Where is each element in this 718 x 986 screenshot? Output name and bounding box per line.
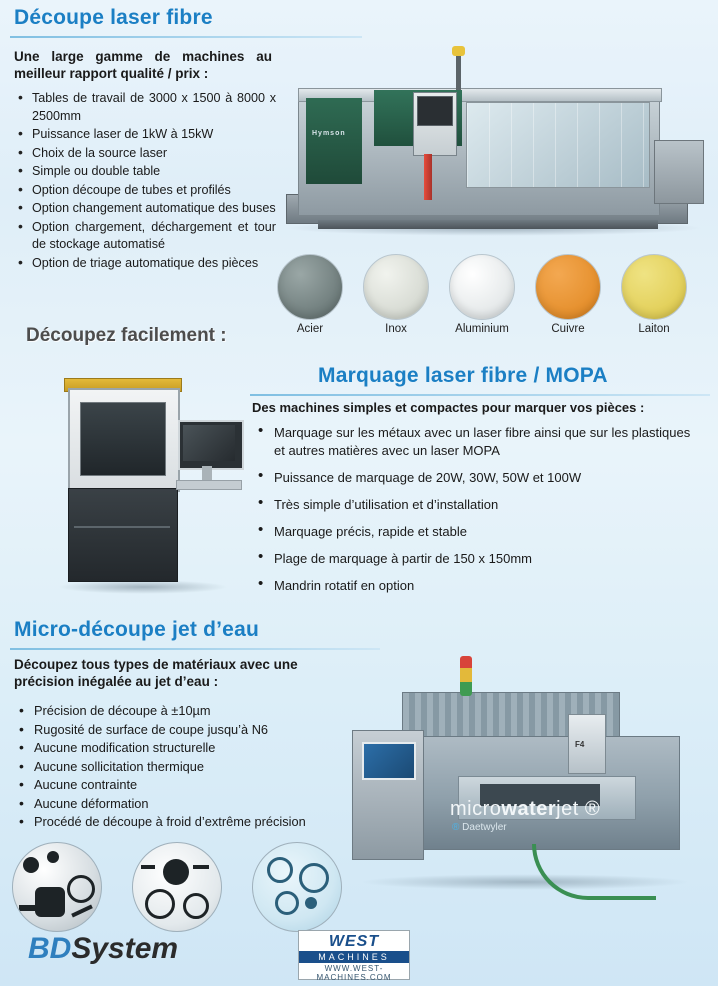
sample-shape [299,863,329,893]
material-disc-acier [277,254,343,320]
marking-machine-base [68,488,178,582]
machine-signal-pole [456,52,461,90]
waterjet-hose [532,844,656,900]
material-disc-aluminium [449,254,515,320]
list-item: • Choix de la source laser [14,145,276,163]
section-title-marking: Marquage laser fibre / MOPA [318,364,608,387]
waterjet-logo-part1: micro [450,798,502,820]
material-swatch [272,254,348,335]
machine-control-arm [424,154,432,200]
list-item: • Option changement automatique des buses [14,200,276,218]
partner-logo-line1: WEST [328,933,380,950]
list-item: • Marquage sur les métaux avec un laser fibre ainsi que sur les plastiques et autres matières avec un laser MOPA [252,424,704,460]
waterjet-bullet-list [14,702,364,832]
marking-machine-base-seam [74,526,170,528]
list-item: • Option découpe de tubes et profilés [14,182,276,200]
waterjet-intro: Découpez tous types de matériaux avec une précision inégalée au jet d’eau : [14,657,298,689]
waterjet-sub-mark: ® [452,822,460,833]
waterjet-logo-part3: jet [556,798,579,820]
waterjet-machine-image [340,648,710,908]
section-divider-marking [250,394,710,396]
machine-signal-light [452,46,465,56]
marking-machine-monitor-screen [183,425,235,461]
material-label: Acier [296,323,324,335]
sample-shape [267,857,293,883]
list-item: • Rugosité de surface de coupe jusqu’à N6 [14,721,364,740]
material-label: Laiton [638,323,670,335]
marking-intro: Des machines simples et compactes pour marquer vos pièces : [252,400,645,415]
sample-shape [163,859,189,885]
waterjet-sub-name: Daetwyler [462,822,507,833]
list-item: • Précision de découpe à ±10µm [14,702,364,721]
waterjet-logo-registered: ® [584,798,601,820]
list-item: • Plage de marquage à partir de 150 x 150mm [252,550,704,568]
waterjet-cutting-head [568,714,606,774]
list-item: • Très simple d’utilisation et d’installation [252,496,704,514]
materials-swatch-row [272,254,708,352]
list-item: • Option de triage automatique des pièces [14,255,276,273]
list-item: • Puissance de marquage de 20W, 30W, 50W et 100W [252,469,704,487]
cut-sample-disc-1 [12,842,102,932]
sample-shape [141,865,155,869]
section-divider-waterjet [10,648,380,650]
section-divider-laser-cutting [10,36,362,38]
laser-cutting-machine-image [278,44,708,256]
waterjet-brand-sub [452,822,507,833]
machine-control-screen [417,96,453,126]
list-item: • Aucune modification structurelle [14,739,364,758]
sample-shape [19,905,37,911]
list-item: • Simple ou double table [14,163,276,181]
sample-shape [193,865,209,869]
list-item: • Tables de travail de 3000 x 1500 à 8000 x 2500mm [14,90,276,125]
material-disc-laiton [621,254,687,320]
marking-bullet-list [252,424,704,604]
list-item: • Aucune contrainte [14,776,364,795]
laser-cutting-intro: Une large gamme de machines au meilleur rapport qualité / prix : [14,49,272,81]
list-item: • Procédé de découpe à froid d’extrême précision [14,813,364,832]
material-swatch [530,254,606,335]
sample-shape [35,887,65,917]
list-item: • Mandrin rotatif en option [252,577,704,595]
cut-sample-disc-2 [132,842,222,932]
company-logo [28,932,178,966]
marking-machine-window [80,402,166,476]
marking-machine-keyboard [176,480,242,490]
marking-machine-image [40,368,255,598]
partner-logo-line3: WWW.WEST-MACHINES.COM [316,964,392,982]
sample-shape [23,857,39,873]
section-title-waterjet: Micro-découpe jet d’eau [14,618,259,641]
waterjet-brand-logo [450,798,650,821]
waterjet-logo-part2: water [501,798,557,820]
list-item: • Marquage précis, rapide et stable [252,523,704,541]
material-label: Inox [385,323,407,335]
waterjet-control-screen [362,742,416,780]
cut-sample-disc-3 [252,842,342,932]
material-swatch [444,254,520,335]
material-disc-inox [363,254,429,320]
list-item: • Option chargement, déchargement et tour de stockage automatisé [14,219,276,254]
sample-shape [67,875,95,903]
material-swatch [616,254,692,335]
machine-shadow [58,580,228,594]
material-label: Aluminium [455,323,509,335]
machine-right-rail [654,140,704,204]
material-swatch [358,254,434,335]
list-item: • Aucune sollicitation thermique [14,758,364,777]
laser-cutting-bullet-list [14,90,276,273]
company-logo-prefix: BD [28,932,72,965]
sample-shape [275,891,299,915]
company-logo-main: System [71,932,179,965]
list-item: • Puissance laser de 1kW à 15kW [14,126,276,144]
cut-samples-row [8,842,358,938]
list-item: • Aucune déformation [14,795,364,814]
easy-cut-heading: Découpez facilement : [26,325,227,346]
partner-logo-line2: MACHINES [299,951,409,963]
signal-tower-icon [460,656,472,696]
sample-shape [183,893,209,919]
marking-machine-monitor-stand [202,466,212,480]
partner-logo-west-machines [298,930,410,980]
material-label: Cuivre [551,323,585,335]
sample-shape [47,851,59,863]
sample-shape [305,897,317,909]
machine-legs [318,220,658,229]
machine-brand-label: Hymson [312,130,346,137]
material-disc-cuivre [535,254,601,320]
machine-green-panel-left [306,98,362,184]
section-title-laser-cutting: Découpe laser fibre [14,6,213,29]
sample-shape [71,905,93,918]
waterjet-head-label: F4 [575,740,585,749]
machine-glass-enclosure [466,102,650,188]
sample-shape [145,889,175,919]
